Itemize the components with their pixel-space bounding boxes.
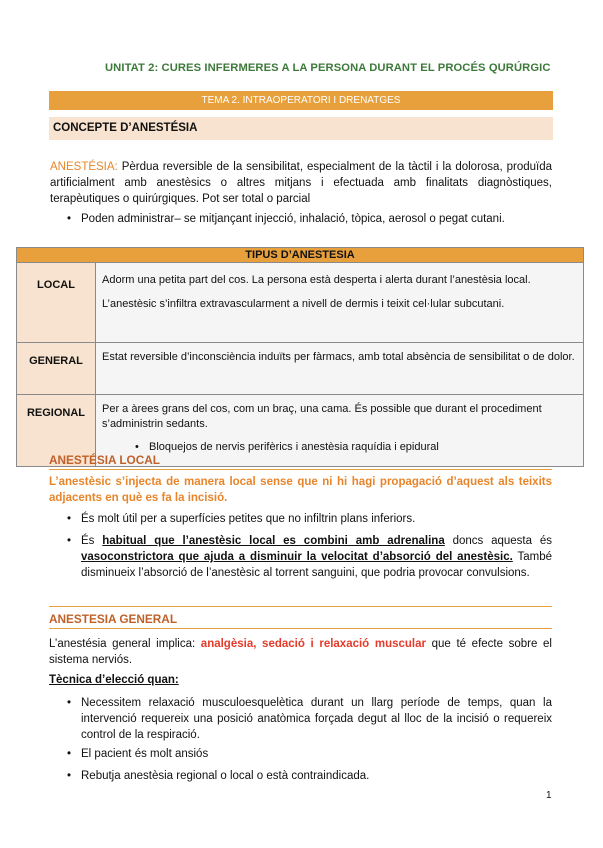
table-cell-text: Estat reversible d’inconsciència induïts per fàrmacs, amb total absència de sensibilitat o de dolor. [102,351,575,363]
definition-paragraph [50,159,552,208]
local-bullet-2 [81,533,552,582]
heading-anestesia-local: ANESTÉSIA LOCAL [49,453,160,467]
table-header: TIPUS D’ANESTESIA [17,248,584,263]
definition-text: Pèrdua reversible de la sensibilitat, especialment de la tàctil i la dolorosa, produïda artificialment amb anestèsics o altres mitjans i efectuada amb finalitats diagnòstiques, terapèutiques o quirúrgiques. Pot ser total o parcial [50,161,552,206]
tema-banner: TEMA 2. INTRAOPERATORI I DRENATGES [49,91,553,110]
bullet-icon: • [67,535,72,547]
anesthesia-types-table [16,247,584,467]
list-item [67,746,552,762]
bullet-icon: • [67,748,72,760]
divider [49,469,552,470]
bullet-icon: • [67,513,72,525]
text-span: vasoconstrictora que ajuda a disminuir la velocitat d’absorció del anestèsic. [81,551,513,564]
local-intro: L’anestèsic s’injecta de manera local sense que ni hi hagi propagació d’aquest als teixits adjacents en què es fa la incisió. [49,476,552,505]
divider [49,628,552,629]
general-bullet: Necessitem relaxació musculoesquelètica durant un llarg període de temps, quan la intervenció requereix una posició anatòmica forçada degut al lloc de la incisió o requereix control de la respiració. [81,697,552,742]
general-intro [49,636,552,668]
table-cell-text: L’anestèsic s’infiltra extravascularment a nivell de dermis i teixit cel·lular subcutani. [102,298,505,310]
row-label-regional: REGIONAL [17,395,96,467]
text-span: habitual que l’anestèsic local es combini amb adrenalina [102,535,445,547]
list-item [67,511,552,527]
table-cell-bullet: Bloquejos de nervis perifèrics i anestèsia raquídia i epidural [149,441,439,453]
row-content-local [96,263,584,343]
page-number: 1 [546,790,552,801]
row-content-general [96,343,584,395]
list-item [67,533,552,582]
divider [49,606,552,607]
table-cell-text: Per a àrees grans del cos, com un braç, una cama. És possible que durant el procediment s’administrin sedants. [102,403,542,430]
bullet-icon: • [135,441,139,453]
row-label-local: LOCAL [17,263,96,343]
text-span: analgèsia, sedació i relaxació muscular [200,638,426,650]
text-span: També disminueix l’absorció de l’anestèsic al torrent sanguini, que podria provocar convulsions. [81,551,552,580]
definition-bullet: Poden administrar– se mitjançant injecció, inhalació, tòpica, aerosol o pegat cutani. [81,213,505,225]
bullet-icon: • [67,770,72,782]
table-row [17,343,584,395]
text-span: doncs aquesta és [444,535,553,547]
list-item [67,213,553,225]
row-content-regional [96,395,584,467]
row-label-general: GENERAL [17,343,96,395]
text-span: que té efecte sobre el sistema nerviós. [49,638,552,667]
list-item [67,768,552,784]
bullet-icon: • [67,697,72,709]
list-item [102,440,577,455]
definition-term: ANESTÉSIA: [50,161,118,173]
general-bullet: El pacient és molt ansiós [81,748,209,760]
list-item [67,695,552,744]
text-span: L’anestésia general implica: [49,638,201,650]
section-title-concepte: CONCEPTE D’ANESTÉSIA [49,117,553,140]
subheading-tecnica: Tècnica d’elecció quan: [49,674,179,686]
local-bullet-1: És molt útil per a superfícies petites que no infiltrin plans inferiors. [81,513,416,525]
unit-title: UNITAT 2: CURES INFERMERES A LA PERSONA DURANT EL PROCÉS QURÚRGIC [105,62,551,74]
table-row [17,263,584,343]
general-bullet: Rebutja anestèsia regional o local o està contraindicada. [81,770,370,782]
table-cell-text: Adorm una petita part del cos. La persona està desperta i alerta durant l’anestèsia local. [102,274,531,286]
text-span: És [81,535,103,547]
bullet-icon: • [67,213,72,225]
heading-anestesia-general: ANESTESIA GENERAL [49,612,178,626]
